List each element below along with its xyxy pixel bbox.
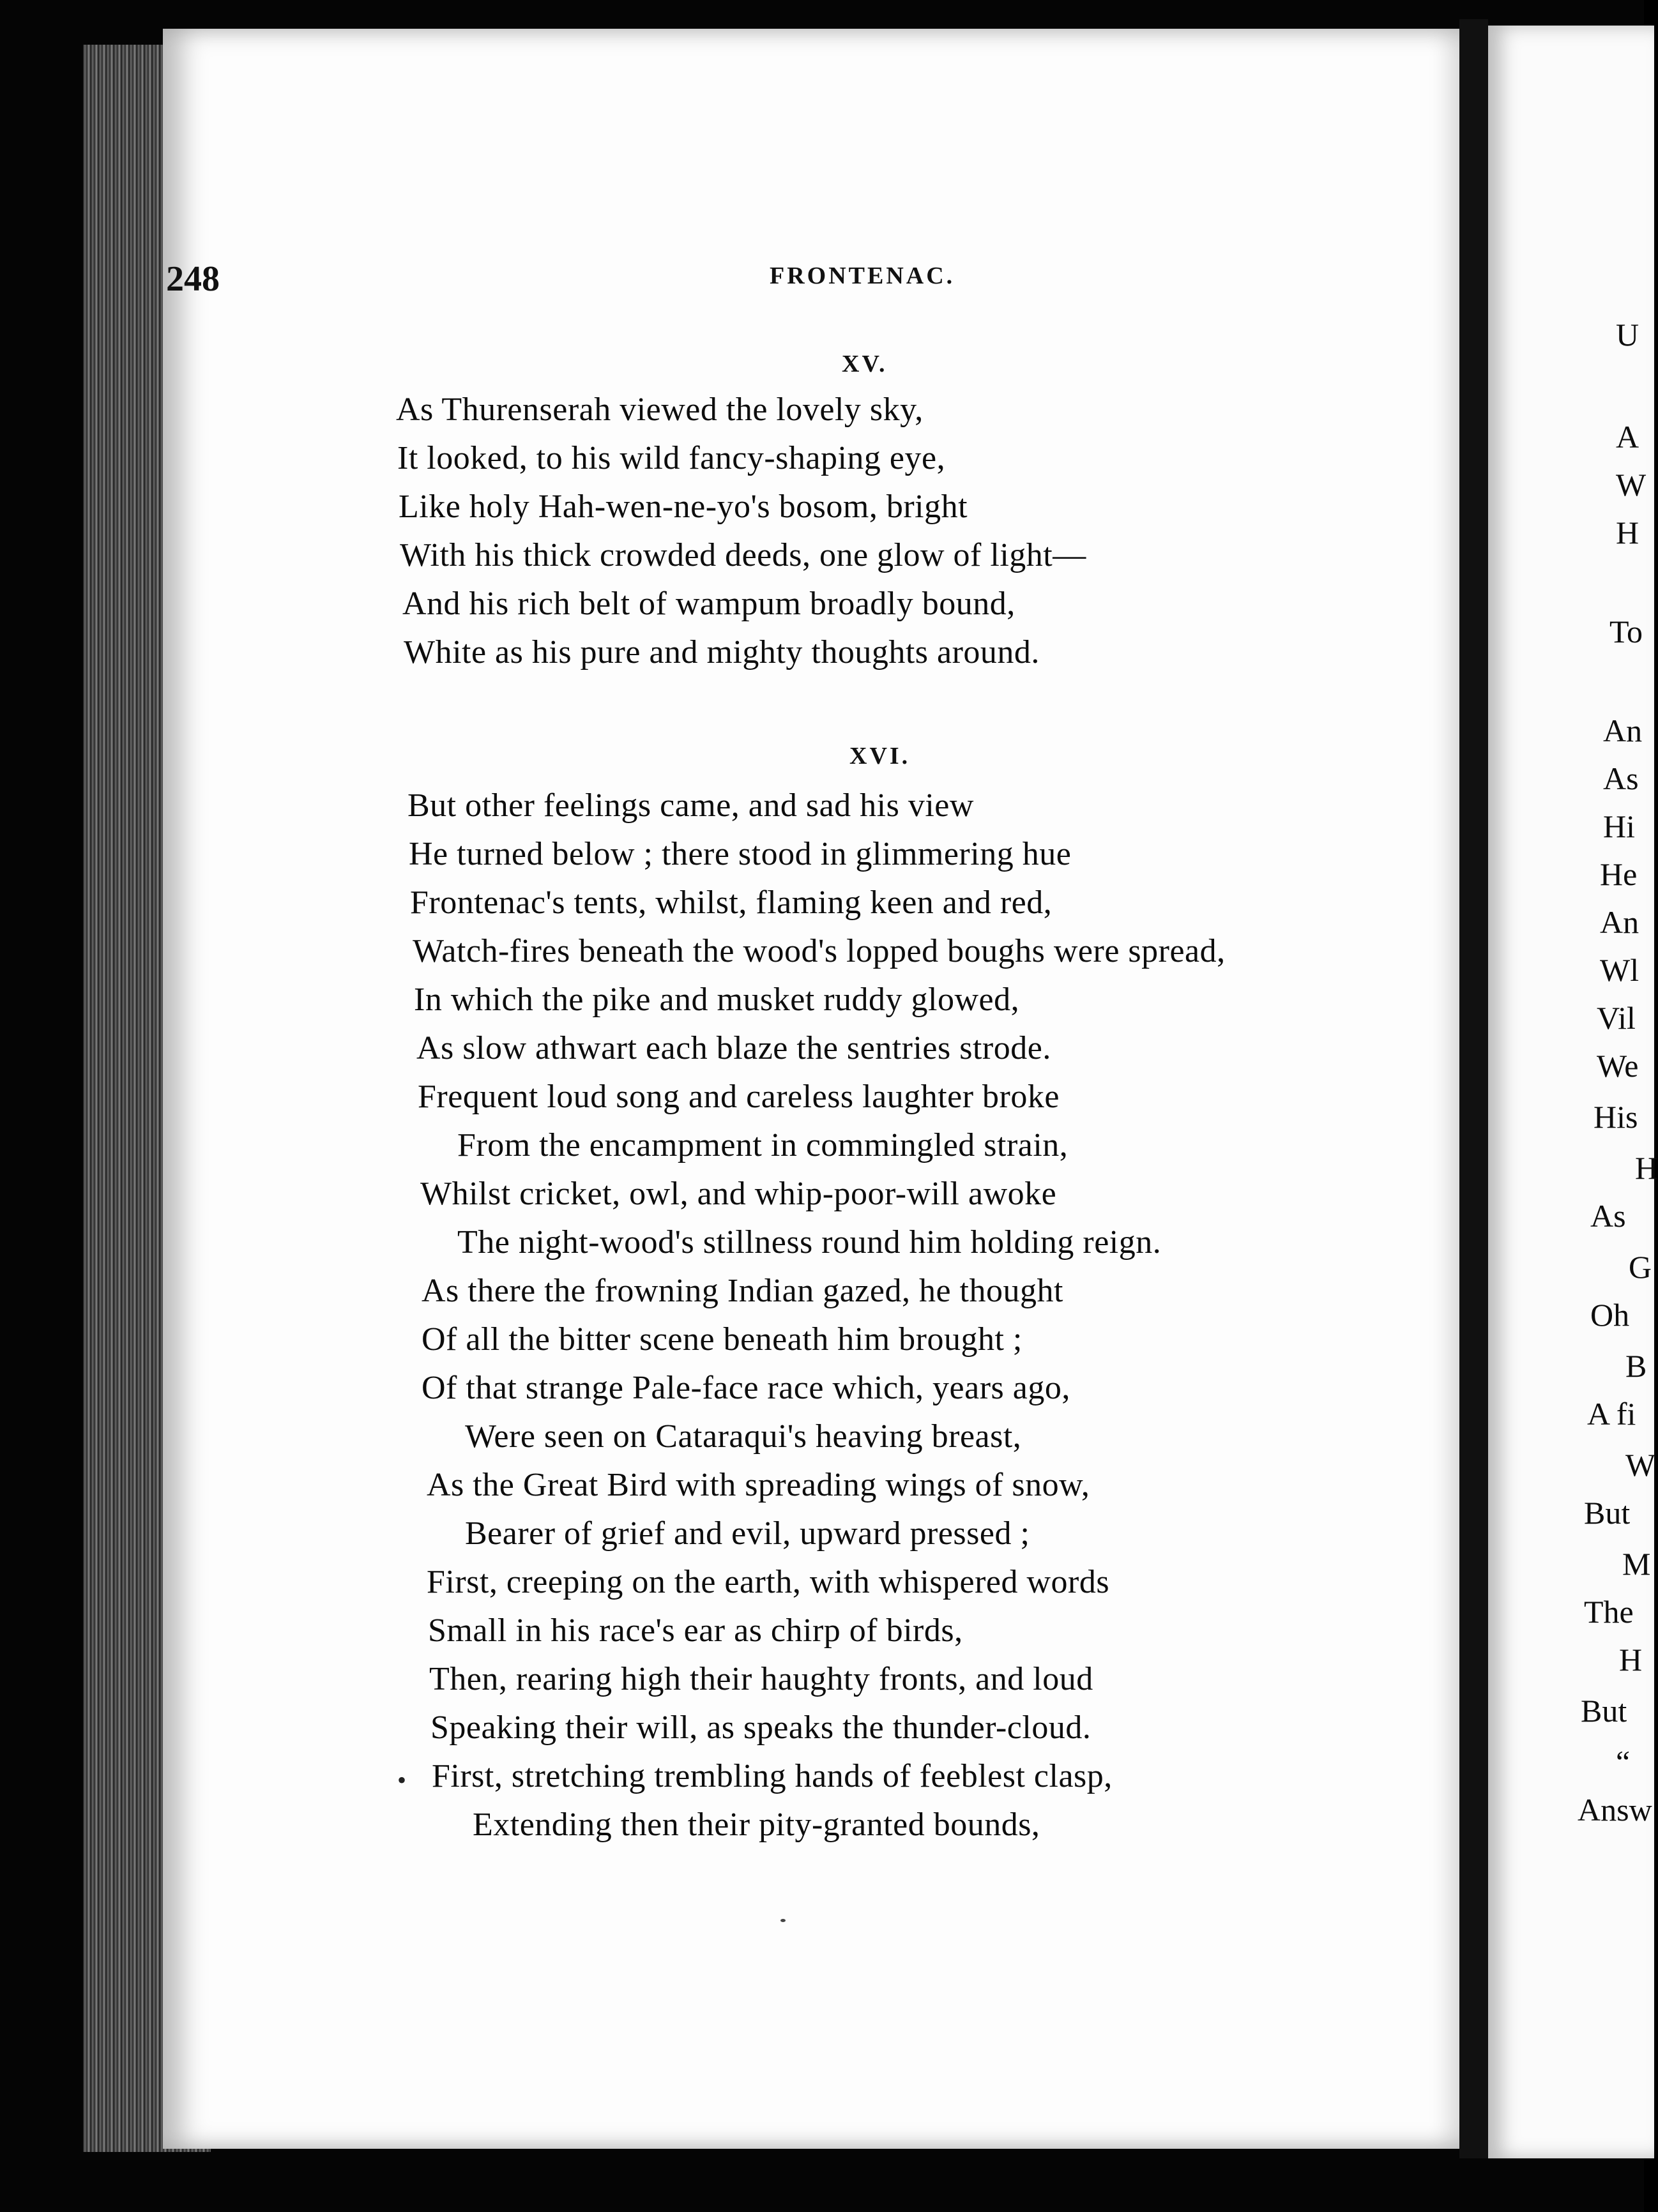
poem-line: Small in his race's ear as chirp of birds, (428, 1612, 963, 1649)
facing-line: An (1600, 904, 1639, 940)
poem-line: Of all the bitter scene beneath him brought ; (422, 1321, 1023, 1358)
margin-mark: • (397, 1766, 407, 1794)
facing-line: As (1603, 761, 1639, 796)
poem-line: Frontenac's tents, whilst, flaming keen and red, (410, 884, 1053, 921)
facing-line: But (1581, 1693, 1627, 1729)
facing-line: Oh (1590, 1297, 1630, 1333)
poem-line: From the encampment in commingled strain, (457, 1127, 1069, 1163)
poem-line: He turned below ; there stood in glimmering hue (409, 836, 1072, 872)
poem-line: First, creeping on the earth, with whispered words (427, 1564, 1110, 1600)
facing-line: M (1622, 1546, 1651, 1582)
poem-line: As slow athwart each blaze the sentries strode. (416, 1030, 1051, 1066)
poem-line: Whilst cricket, owl, and whip-poor-will awoke (420, 1176, 1057, 1212)
book-gutter (1459, 19, 1488, 2158)
poem-line: Speaking their will, as speaks the thunder-cloud. (430, 1709, 1091, 1746)
poem-line: Watch-fires beneath the wood's lopped boughs were spread, (413, 933, 1226, 969)
facing-line: W (1625, 1447, 1656, 1483)
facing-line: As (1590, 1198, 1626, 1234)
facing-line: Hi (1603, 808, 1635, 844)
facing-line: H (1619, 1642, 1643, 1678)
facing-line: The (1584, 1594, 1634, 1630)
facing-page (1488, 26, 1658, 2158)
facing-line: W (1616, 467, 1647, 503)
poem-line: Like holy Hah-wen-ne-yo's bosom, bright (399, 489, 968, 525)
facing-line: U (1616, 317, 1639, 352)
facing-line: An (1603, 713, 1643, 748)
poem-line: It looked, to his wild fancy-shaping eye, (397, 440, 946, 476)
poem-line: As Thurenserah viewed the lovely sky, (396, 391, 924, 428)
poem-line: Then, rearing high their haughty fronts, and loud (429, 1661, 1093, 1697)
poem-line: White as his pure and mighty thoughts around. (404, 634, 1040, 670)
poem-line: Extending then their pity-granted bounds, (473, 1807, 1040, 1843)
poem-line: Frequent loud song and careless laughter broke (418, 1079, 1060, 1115)
stanza-numeral: XV. (842, 351, 888, 377)
poem-line: As there the frowning Indian gazed, he thought (422, 1273, 1063, 1309)
poem-line: With his thick crowded deeds, one glow of light— (400, 537, 1086, 573)
facing-line: A (1616, 419, 1639, 455)
facing-line: A fi (1587, 1396, 1636, 1432)
poem-line: In which the pike and musket ruddy glowed, (414, 981, 1020, 1018)
facing-line: “ (1616, 1744, 1631, 1780)
poem-line: Of that strange Pale-face race which, years ago, (422, 1370, 1070, 1406)
stanza-numeral: XVI. (849, 743, 911, 769)
ink-speck (780, 1919, 786, 1922)
facing-line: He (1600, 856, 1638, 892)
facing-line: His (1593, 1099, 1638, 1135)
poem-line: Were seen on Cataraqui's heaving breast, (465, 1418, 1022, 1455)
poem-line: The night-wood's stillness round him holding reign. (457, 1224, 1162, 1261)
facing-line: Vil (1597, 1000, 1636, 1036)
page-number: 248 (166, 259, 220, 299)
facing-line: But (1584, 1495, 1631, 1531)
facing-line: H (1616, 515, 1639, 550)
poem-line: Bearer of grief and evil, upward pressed ; (465, 1515, 1030, 1552)
facing-line: To (1609, 614, 1643, 649)
poem-line: First, stretching trembling hands of feeblest clasp, (432, 1758, 1113, 1794)
facing-line: We (1597, 1048, 1639, 1084)
facing-line: G (1629, 1249, 1652, 1285)
poem-line: As the Great Bird with spreading wings of snow, (427, 1467, 1090, 1503)
facing-line: B (1625, 1348, 1647, 1384)
facing-line: Answ (1578, 1792, 1652, 1828)
running-head: FRONTENAC. (770, 262, 955, 289)
facing-line: H (1635, 1150, 1658, 1186)
poem-line: But other feelings came, and sad his view (407, 787, 974, 824)
poem-line: And his rich belt of wampum broadly bound, (402, 586, 1015, 622)
facing-line: Wl (1600, 952, 1639, 988)
